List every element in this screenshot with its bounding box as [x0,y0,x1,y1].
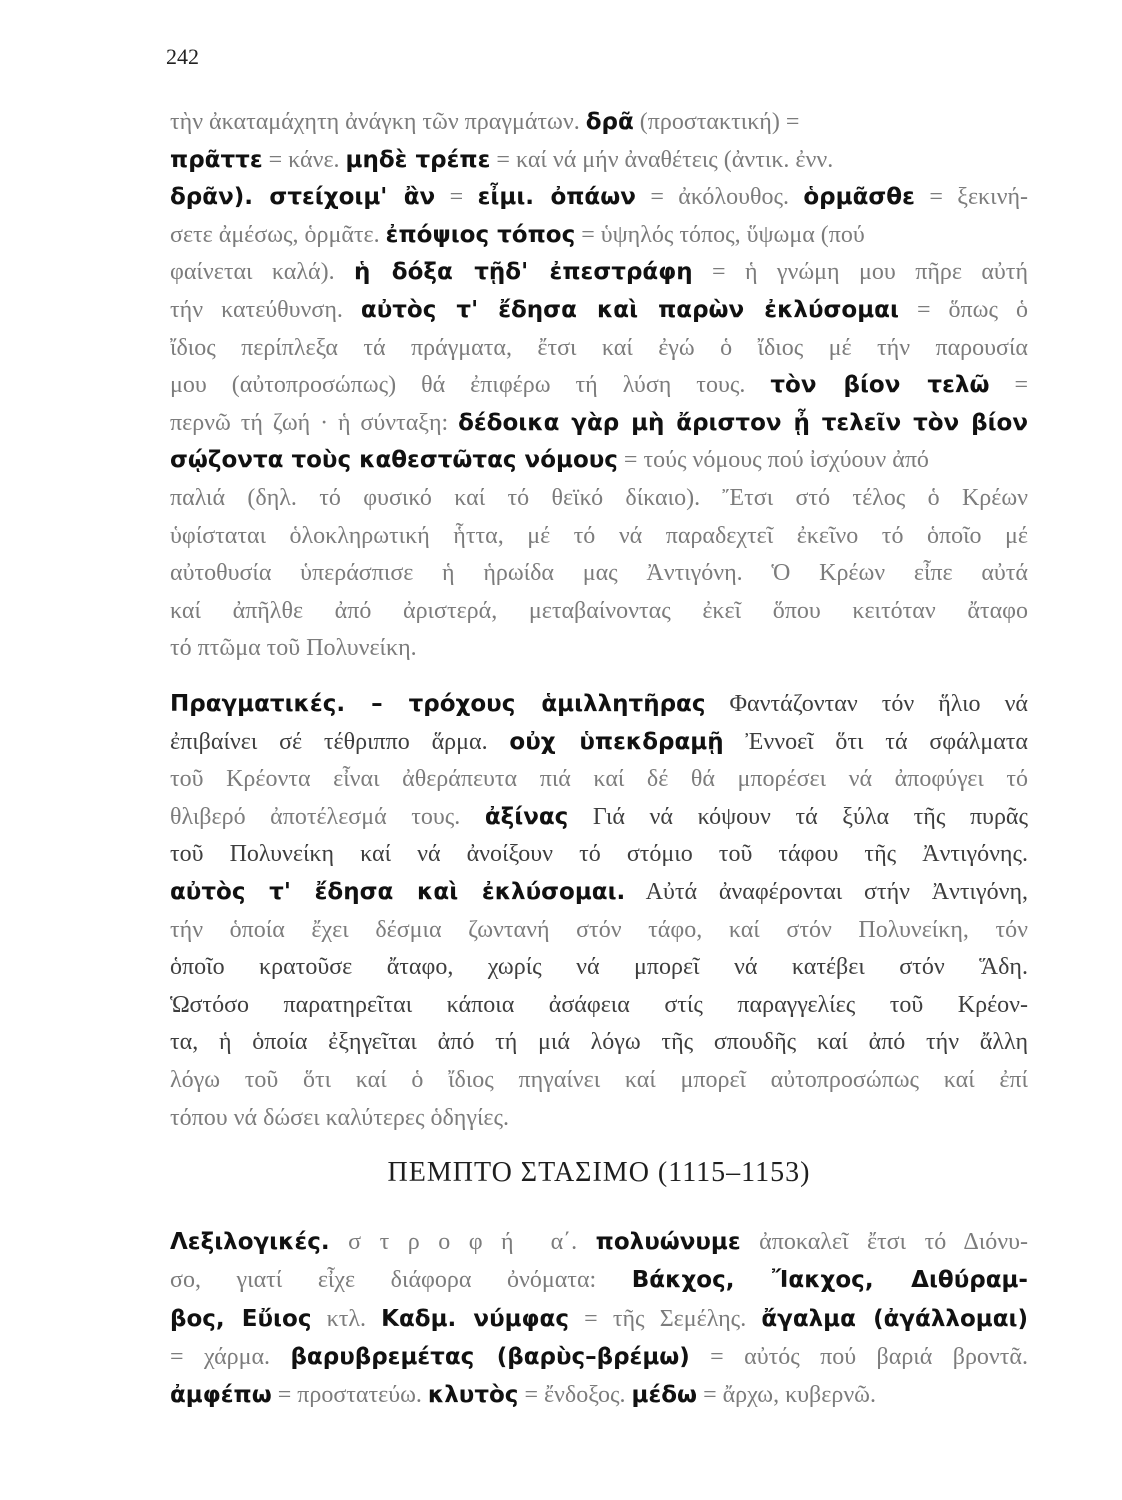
body-text: ὑφίσταται ὁλοκληρωτική ἧττα, μέ τό νά παραδεχτεῖ ἐκεῖνο τό ὁποῖο μέ [170,522,1028,549]
body-text: ἴδιος περίπλεξα τά πράγματα, ἔτσι καί ἐγώ ὁ ἴδιος μέ τήν παρουσία [170,334,1028,361]
bold-term: αὐτὸς τ' ἔδησα καὶ ἐκλύσομαι. [170,878,626,905]
bold-term: Βάκχος, Ἴακχος, Διθύραμ- [631,1267,1028,1294]
body-text: = ἡ γνώμη μου πῆρε αὐτή [692,259,1028,286]
block1-line [170,254,1028,292]
body-text: παλιά (δηλ. τό φυσικό καί τό θεϊκό δίκαιο). Ἔτσι στό τέλος ὁ Κρέων [170,484,1028,511]
block1-line [170,217,1028,255]
block2-line [170,1100,1028,1138]
body-text: = κάνε. [262,146,346,173]
block1-line [170,630,1028,668]
bold-term: ἀμφέπω [170,1382,272,1409]
body-text: = καί νά μήν ἀναθέτεις (ἀντικ. ἐνν. [490,146,834,173]
body-text: = [989,372,1028,399]
block1-line [170,442,1028,480]
bold-term: ἡ δόξα τῇδ' ἐπεστράφη [354,259,693,286]
body-text: σο, γιατί εἶχε διάφορα ὀνόματα: [170,1267,632,1294]
body-text: τό πτῶμα τοῦ Πολυνείκη. [170,635,417,662]
body-text: μου (αὐτοπροσώπως) θά ἐπιφέρω τή λύση τους. [170,372,771,399]
body-text: ἐπιβαίνει σέ τέθριππο ἅρμα. [170,728,510,755]
body-text: περνῶ τή ζωή · ἡ σύνταξη: [170,409,459,436]
block3-line [170,1223,1028,1261]
bold-term: εἶμι. ὀπάων [477,184,636,211]
body-text: = χάρμα. [170,1343,291,1370]
body-text: = [435,184,478,211]
bold-term: αὐτὸς τ' ἔδησα καὶ παρὼν ἐκλύσομαι [360,296,899,323]
body-text: τοῦ Κρέοντα εἶναι ἀθεράπευτα πιά καί δέ θά μπορέσει νά ἀποφύγει τό [170,766,1028,793]
block1-line [170,142,1028,180]
body-text: Ὡστόσο παρατηρεῖται κάποια ἀσάφεια στίς παραγγελίες τοῦ Κρέον- [170,991,1028,1018]
body-text: = τούς νόμους πού ἰσχύουν ἀπό [617,447,929,474]
block2-line [170,987,1028,1025]
block1-line [170,104,1028,142]
body-text: σετε ἀμέσως, ὁρμᾶτε. [170,221,386,248]
body-text: τὴν ἀκαταμάχητη ἀνάγκη τῶν πραγμάτων. [170,109,586,135]
bold-term: ἄγαλμα (ἀγάλλομαι) [761,1305,1028,1332]
block1-line [170,555,1028,593]
bold-term: ἀξίνας [484,803,569,830]
vocabulary-block [170,1223,1028,1414]
body-text: ἀποκαλεῖ ἔτσι τό Διόνυ- [740,1229,1028,1255]
block3-line [170,1300,1028,1338]
body-text: Ἐννοεῖ ὅτι τά σφάλματα [723,728,1028,755]
body-text: αὐτοθυσία ὑπεράσπισε ἡ ἡρωίδα μας Ἀντιγόνη. Ὁ Κρέων εἶπε αὐτά [170,560,1028,587]
body-text: τόπου νά δώσει καλύτερες ὁδηγίες. [170,1104,509,1131]
block3-line [170,1338,1028,1376]
block1-line [170,367,1028,405]
block2-line [170,874,1028,912]
body-text: Φαντάζονταν τόν ἥλιο νά [705,691,1028,717]
bold-term: οὐχ ὑπεκδραμῇ [509,728,724,755]
block2-line [170,836,1028,874]
body-text: = προστατεύω. [271,1382,428,1409]
body-text: Γιά νά κόψουν τά ξύλα τῆς πυρᾶς [568,803,1028,830]
block1-line [170,480,1028,518]
bold-term: μέδω [631,1382,698,1409]
block2-line [170,949,1028,987]
body-text: σ τ ρ ο φ ή α΄. [329,1229,596,1255]
block1-line [170,405,1028,443]
bold-term: δρᾶν). στείχοιμ' ἂν [170,184,436,211]
body-text: φαίνεται καλά). [170,259,354,286]
body-text: τα, ἡ ὁποία ἐξηγεῖται ἀπό τή μιά λόγω τῆς σπουδῆς καί ἀπό τήν ἄλλη [170,1029,1028,1056]
bold-term: δρᾶ [585,109,634,135]
block2-line [170,1062,1028,1100]
body-text: ὁποῖο κρατοῦσε ἄταφο, χωρίς νά μπορεῖ νά κατέβει στόν Ἅδη. [170,954,1028,981]
body-text: = τῆς Σεμέλης. [568,1305,762,1332]
body-text: θλιβερό ἀποτέλεσμά τους. [170,803,485,830]
block1-line [170,179,1028,217]
block3-line [170,1376,1028,1414]
block3-line [170,1261,1028,1299]
body-text: = ἔνδοξος. [518,1382,632,1409]
body-text: καί ἀπῆλθε ἀπό ἀριστερά, μεταβαίνοντας ἐκεῖ ὅπου κειτόταν ἄταφο [170,597,1028,624]
body-text: τήν κατεύθυνση. [170,296,361,323]
bold-term: Πραγματικές. – τρόχους ἁμιλλητῆρας [170,691,706,717]
block2-line [170,724,1028,762]
body-text: = ὅπως ὁ [898,296,1028,323]
bold-term: μηδὲ τρέπε [345,146,491,173]
bold-term: πολυώνυμε [595,1229,741,1255]
bold-term: Καδμ. νύμφας [381,1305,569,1332]
block2-line [170,799,1028,837]
bold-term: βαρυβρεμέτας (βαρὺς–βρέμω) [290,1343,690,1370]
realia-notes-block [170,686,1028,1137]
block2-line [170,761,1028,799]
body-text: κτλ. [311,1305,382,1332]
body-text: Αὐτά ἀναφέρονται στήν Ἀντιγόνη, [625,878,1028,905]
body-text: = αὐτός πού βαριά βροντᾶ. [689,1343,1028,1370]
bold-term: πρᾶττε [170,146,263,173]
body-text: = ἀκόλουθος. [635,184,804,211]
body-text: λόγω τοῦ ὅτι καί ὁ ἴδιος πηγαίνει καί μπορεῖ αὐτοπροσώπως καί ἐπί [170,1066,1028,1093]
body-text: = ὑψηλός τόπος, ὕψωμα (πού [575,221,865,248]
section-heading: ΠΕΜΠΤΟ ΣΤΑΣΙΜΟ (1115–1153) [387,1157,811,1188]
body-text: = ξεκινή- [914,184,1028,211]
block1-line [170,292,1028,330]
commentary-block-1 [170,104,1028,668]
block2-line [170,686,1028,724]
block2-line [170,912,1028,950]
bold-term: ἐπόψιος τόπος [385,221,576,248]
bold-term: Λεξιλογικές. [170,1229,330,1255]
bold-term: σῴζοντα τοὺς καθεστῶτας νόμους [170,447,618,474]
bold-term: κλυτὸς [427,1382,519,1409]
block2-line [170,1024,1028,1062]
page-number: 242 [166,44,199,69]
body-text: τήν ὁποία ἔχει δέσμια ζωντανή στόν τάφο, καί στόν Πολυνείκη, τόν [170,916,1028,943]
bold-term: δέδοικα γὰρ μὴ ἄριστον ᾖ τελεῖν τὸν βίον [458,409,1028,436]
body-text: = ἄρχω, κυβερνῶ. [697,1382,876,1409]
block1-line [170,330,1028,368]
body-text: (προστακτική) = [633,109,800,135]
block1-line [170,593,1028,631]
bold-term: τὸν βίον τελῶ [770,372,990,399]
bold-term: ὁρμᾶσθε [803,184,915,211]
body-text: τοῦ Πολυνείκη καί νά ἀνοίξουν τό στόμιο τοῦ τάφου τῆς Ἀντιγόνης. [170,841,1028,868]
bold-term: βος, Εὔιος [170,1305,312,1332]
block1-line [170,518,1028,556]
